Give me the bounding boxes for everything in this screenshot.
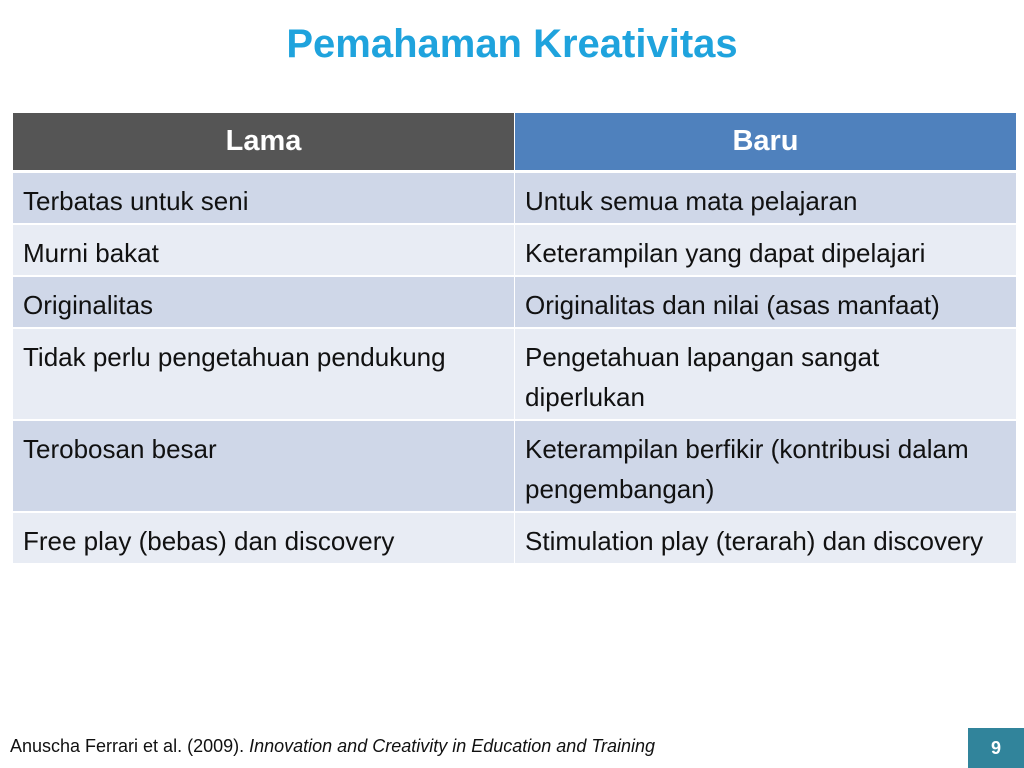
slide-title: Pemahaman Kreativitas [286,22,738,66]
column-header-lama: Lama [13,113,515,172]
cell-lama: Free play (bebas) dan discovery [13,512,515,564]
table-header-row [13,113,1017,172]
cell-lama: Murni bakat [13,224,515,276]
cell-baru: Originalitas dan nilai (asas manfaat) [515,276,1017,328]
citation [10,736,655,757]
citation-author: Anuscha Ferrari et al. (2009). [10,736,250,756]
table-row [13,512,1017,564]
column-header-baru: Baru [515,113,1017,172]
cell-baru: Keterampilan yang dapat dipelajari [515,224,1017,276]
cell-baru: Keterampilan berfikir (kontribusi dalam pengembangan) [515,420,1017,512]
page-number-badge: 9 [968,728,1024,768]
citation-title: Innovation and Creativity in Education and Training [249,736,656,756]
table-row [13,328,1017,420]
cell-lama: Terbatas untuk seni [13,172,515,225]
cell-baru: Untuk semua mata pelajaran [515,172,1017,225]
cell-lama: Tidak perlu pengetahuan pendukung [13,328,515,420]
cell-baru: Stimulation play (terarah) dan discovery [515,512,1017,564]
table-row [13,224,1017,276]
cell-lama: Terobosan besar [13,420,515,512]
cell-baru: Pengetahuan lapangan sangat diperlukan [515,328,1017,420]
table-row [13,172,1017,225]
table-row [13,276,1017,328]
table-row [13,420,1017,512]
cell-lama: Originalitas [13,276,515,328]
comparison-table [12,112,1017,565]
